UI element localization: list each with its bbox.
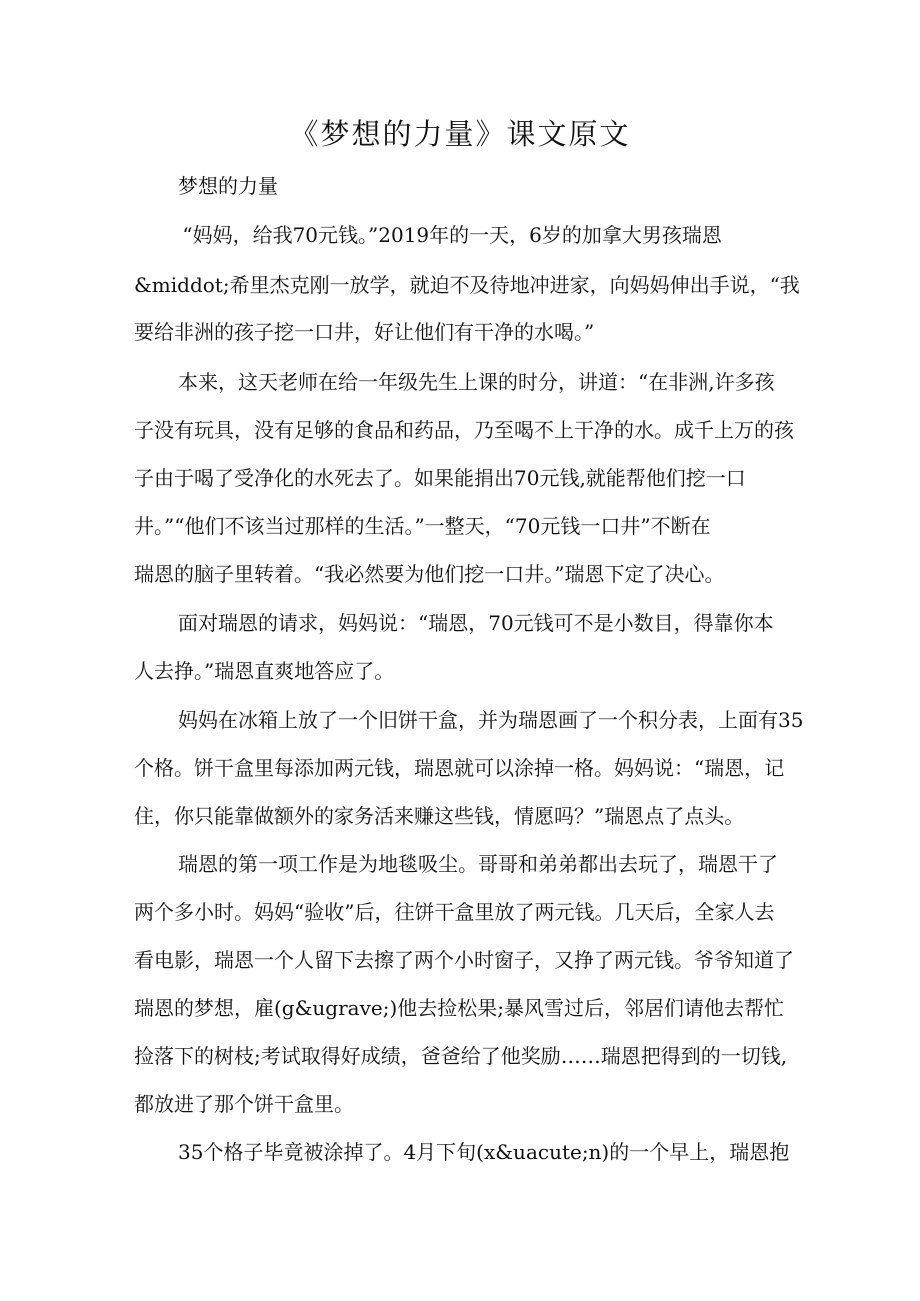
paragraph-line: 两个多小时。妈妈“验收”后，往饼干盒里放了两元钱。几天后，全家人去 <box>134 900 775 924</box>
paragraph-line: 看电影，瑞恩一个人留下去擦了两个小时窗子，又挣了两元钱。爷爷知道了 <box>134 948 794 972</box>
paragraph-line: 面对瑞恩的请求，妈妈说：“瑞恩，70元钱可不是小数目，得靠你本 <box>178 611 774 635</box>
document-title: 《梦想的力量》课文原文 <box>289 117 631 151</box>
paragraph-line: 个格。饼干盒里每添加两元钱，瑞恩就可以涂掉一格。妈妈说：“瑞恩，记 <box>134 756 785 780</box>
paragraph-line: 要给非洲的孩子挖一口井，好让他们有干净的水喝。” <box>134 320 595 344</box>
paragraph-line: 瑞恩的第一项工作是为地毯吸尘。哥哥和弟弟都出去玩了，瑞恩干了 <box>178 852 778 876</box>
paragraph-line: 子没有玩具，没有足够的食品和药品，乃至喝不上干净的水。成千上万的孩 <box>134 418 794 442</box>
paragraph-line: 井。”“他们不该当过那样的生活。”一整天，“70元钱一口井”不断在 <box>134 514 711 538</box>
paragraph-line: 本来，这天老师在给一年级先生上课的时分，讲道：“在非洲,许多孩 <box>178 370 775 394</box>
paragraph-line: 住，你只能靠做额外的家务活来赚这些钱，情愿吗？”瑞恩点了点头。 <box>134 804 745 828</box>
paragraph-line: 瑞恩的脑子里转着。“我必然要为他们挖一口井。”瑞恩下定了决心。 <box>134 562 725 586</box>
paragraph-line: 捡落下的树枝;考试取得好成绩，爸爸给了他奖励……瑞恩把得到的一切钱, <box>134 1044 788 1068</box>
paragraph-line: 瑞恩的梦想，雇(g&ugrave;)他去捡松果;暴风雪过后，邻居们请他去帮忙 <box>134 996 784 1020</box>
paragraph-line: “妈妈，给我70元钱。”2019年的一天，6岁的加拿大男孩瑞恩 <box>176 223 722 247</box>
paragraph-line: 梦想的力量 <box>178 174 278 198</box>
paragraph-line: 都放进了那个饼干盒里。 <box>134 1092 354 1116</box>
paragraph-line: 子由于喝了受净化的水死去了。如果能捐出70元钱,就能帮他们挖一口 <box>134 466 746 490</box>
paragraph-line: 人去挣。”瑞恩直爽地答应了。 <box>134 659 395 683</box>
paragraph-line: &middot;希里杰克刚一放学，就迫不及待地冲进家，向妈妈伸出手说，“我 <box>134 273 800 297</box>
paragraph-line: 35个格子毕竟被涂掉了。4月下旬(x&uacute;n)的一个早上，瑞恩抱 <box>178 1140 790 1164</box>
paragraph-line: 妈妈在冰箱上放了一个旧饼干盒，并为瑞恩画了一个积分表，上面有35 <box>178 708 804 732</box>
